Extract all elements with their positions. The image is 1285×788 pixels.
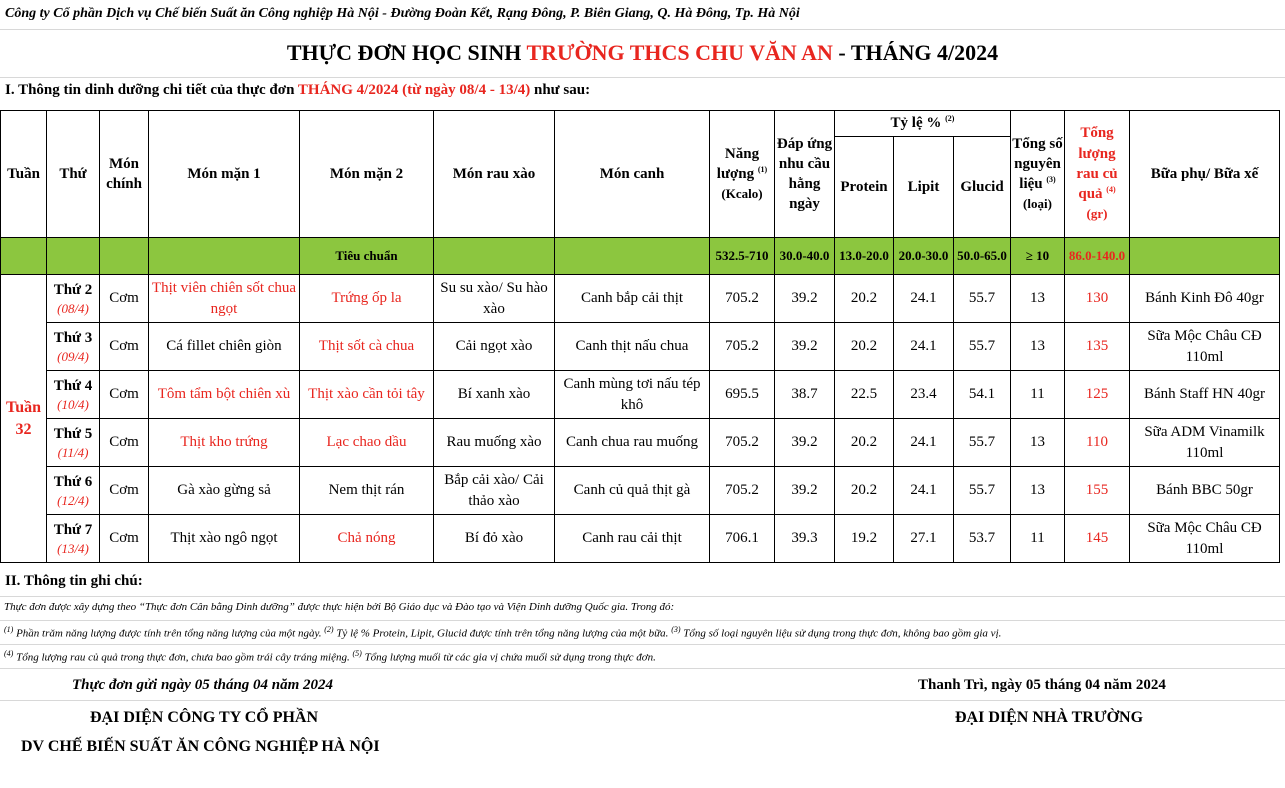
protein-cell: 20.2 xyxy=(835,467,894,515)
daily-needs-cell: 39.2 xyxy=(775,275,835,323)
daily-needs-cell: 39.2 xyxy=(775,467,835,515)
protein-cell: 22.5 xyxy=(835,371,894,419)
vegetable-total-cell: 110 xyxy=(1065,419,1130,467)
day-name: Thứ 6 xyxy=(53,473,93,490)
lipit-cell: 24.1 xyxy=(894,275,954,323)
protein-cell: 20.2 xyxy=(835,419,894,467)
signature-block xyxy=(0,701,1285,788)
standard-ingredients: ≥ 10 xyxy=(1011,238,1065,275)
snack-cell: Sữa Mộc Châu CĐ 110ml xyxy=(1130,515,1280,563)
standard-vegetables: 86.0-140.0 xyxy=(1065,238,1130,275)
ingredient-count-cell: 13 xyxy=(1011,323,1065,371)
day-name: Thứ 3 xyxy=(53,329,93,346)
savory-1-cell: Thịt kho trứng xyxy=(149,419,300,467)
soup-cell: Canh thịt nấu chua xyxy=(555,323,710,371)
savory-1-cell: Thịt xào ngô ngọt xyxy=(149,515,300,563)
stir-fried-veg-cell: Su su xào/ Su hào xào xyxy=(434,275,555,323)
header-day: Thứ xyxy=(47,111,100,238)
company-info: Công ty Cổ phần Dịch vụ Chế biến Suất ăn Công nghiệp Hà Nội - Đường Đoàn Kết, Rạng Đông, P. Biên Giang, Q. Hà Đông, Tp. Hà Nội xyxy=(0,0,1285,30)
savory-1-cell: Gà xào gừng sả xyxy=(149,467,300,515)
soup-cell: Canh củ quả thịt gà xyxy=(555,467,710,515)
section2-heading: II. Thông tin ghi chú: xyxy=(0,570,1285,597)
vegetable-total-cell: 155 xyxy=(1065,467,1130,515)
energy-cell: 705.2 xyxy=(710,467,775,515)
snack-cell: Bánh BBC 50gr xyxy=(1130,467,1280,515)
header-ingredient-count: Tổng số nguyên liệu $^{(3)}$ (loại) xyxy=(1011,111,1065,238)
protein-cell: 20.2 xyxy=(835,275,894,323)
soup-cell: Canh chua rau muống xyxy=(555,419,710,467)
note-line-2: $^{(4)}$ Tổng lượng rau củ quả trong thực đơn, chưa bao gồm trái cây tráng miệng. $^{(5)}$ Tổng lượng muối từ các gia vị chứa muối sử dụng trong thực đơn. xyxy=(0,645,1285,669)
header-savory-2: Món mặn 2 xyxy=(300,111,434,238)
page-title xyxy=(0,30,1285,78)
ingredient-count-cell: 11 xyxy=(1011,515,1065,563)
glucid-cell: 55.7 xyxy=(954,275,1011,323)
standard-energy: 532.5-710 xyxy=(710,238,775,275)
header-week: Tuần xyxy=(1,111,47,238)
company-rep-line-1: ĐẠI DIỆN CÔNG TY CỔ PHẦN xyxy=(90,709,319,726)
savory-2-cell: Thịt xào cần tỏi tây xyxy=(300,371,434,419)
header-ratio: Tỷ lệ % $^{(2)}$ xyxy=(835,111,1011,137)
stir-fried-veg-cell: Bắp cải xào/ Cải thảo xào xyxy=(434,467,555,515)
title-school: TRƯỜNG THCS CHU VĂN AN xyxy=(526,40,833,65)
ingredient-count-cell: 13 xyxy=(1011,419,1065,467)
energy-cell: 705.2 xyxy=(710,419,775,467)
snack-cell: Sữa ADM Vinamilk 110ml xyxy=(1130,419,1280,467)
table-row xyxy=(1,515,1280,563)
savory-2-cell: Lạc chao dầu xyxy=(300,419,434,467)
stir-fried-veg-cell: Bí xanh xào xyxy=(434,371,555,419)
table-row xyxy=(1,419,1280,467)
main-dish-cell: Cơm xyxy=(100,323,149,371)
glucid-cell: 55.7 xyxy=(954,419,1011,467)
energy-cell: 705.2 xyxy=(710,323,775,371)
soup-cell: Canh mùng tơi nấu tép khô xyxy=(555,371,710,419)
standard-lipit: 20.0-30.0 xyxy=(894,238,954,275)
standard-row xyxy=(1,238,1280,275)
sent-date: Thực đơn gửi ngày 05 tháng 04 năm 2024 xyxy=(72,677,334,693)
main-dish-cell: Cơm xyxy=(100,371,149,419)
table-row xyxy=(1,323,1280,371)
glucid-cell: 55.7 xyxy=(954,467,1011,515)
glucid-cell: 53.7 xyxy=(954,515,1011,563)
header-row-1 xyxy=(1,111,1280,137)
savory-1-cell: Cá fillet chiên giòn xyxy=(149,323,300,371)
day-name: Thứ 2 xyxy=(53,281,93,298)
glucid-cell: 55.7 xyxy=(954,323,1011,371)
school-rep: ĐẠI DIỆN NHÀ TRƯỜNG xyxy=(955,709,1144,726)
glucid-cell: 54.1 xyxy=(954,371,1011,419)
header-glucid: Glucid xyxy=(954,137,1011,238)
stir-fried-veg-cell: Rau muống xào xyxy=(434,419,555,467)
table-row xyxy=(1,467,1280,515)
daily-needs-cell: 39.3 xyxy=(775,515,835,563)
day-name: Thứ 5 xyxy=(53,425,93,442)
vegetable-total-cell: 130 xyxy=(1065,275,1130,323)
lipit-cell: 24.1 xyxy=(894,467,954,515)
header-stir-fried-veg: Món rau xào xyxy=(434,111,555,238)
snack-cell: Bánh Staff HN 40gr xyxy=(1130,371,1280,419)
title-part2: - THÁNG 4/2024 xyxy=(832,40,999,65)
day-cell xyxy=(47,275,100,323)
day-date: (13/4) xyxy=(57,540,89,556)
day-name: Thứ 7 xyxy=(53,521,93,538)
menu-table xyxy=(0,110,1280,563)
vegetable-total-cell: 125 xyxy=(1065,371,1130,419)
day-date: (08/4) xyxy=(57,300,89,316)
main-dish-cell: Cơm xyxy=(100,275,149,323)
title-part1: THỰC ĐƠN HỌC SINH xyxy=(286,40,527,65)
savory-2-cell: Trứng ốp la xyxy=(300,275,434,323)
day-date: (10/4) xyxy=(57,396,89,412)
standard-glucid: 50.0-65.0 xyxy=(954,238,1011,275)
energy-cell: 695.5 xyxy=(710,371,775,419)
place-date: Thanh Trì, ngày 05 tháng 04 năm 2024 xyxy=(918,677,1166,693)
daily-needs-cell: 39.2 xyxy=(775,419,835,467)
lipit-cell: 24.1 xyxy=(894,323,954,371)
week-cell: Tuần 32 xyxy=(1,275,47,563)
lipit-cell: 27.1 xyxy=(894,515,954,563)
daily-needs-cell: 38.7 xyxy=(775,371,835,419)
header-protein: Protein xyxy=(835,137,894,238)
snack-cell: Sữa Mộc Châu CĐ 110ml xyxy=(1130,323,1280,371)
stir-fried-veg-cell: Bí đỏ xào xyxy=(434,515,555,563)
standard-label: Tiêu chuẩn xyxy=(300,238,434,275)
header-soup: Món canh xyxy=(555,111,710,238)
table-row xyxy=(1,371,1280,419)
ingredient-count-cell: 11 xyxy=(1011,371,1065,419)
header-vegetable-total: Tổng lượng rau củ quả $^{(4)}$ (gr) xyxy=(1065,111,1130,238)
day-cell xyxy=(47,371,100,419)
soup-cell: Canh bắp cải thịt xyxy=(555,275,710,323)
daily-needs-cell: 39.2 xyxy=(775,323,835,371)
note-intro: Thực đơn được xây dựng theo “Thực đơn Cân bằng Dinh dưỡng” được thực hiện bởi Bộ Giáo dục và Đào tạo và Viện Dinh dưỡng Quốc gia. Trong đó: xyxy=(0,597,1285,621)
vegetable-total-cell: 135 xyxy=(1065,323,1130,371)
energy-cell: 706.1 xyxy=(710,515,775,563)
day-date: (11/4) xyxy=(57,444,89,460)
header-lipit: Lipit xyxy=(894,137,954,238)
energy-cell: 705.2 xyxy=(710,275,775,323)
snack-cell: Bánh Kinh Đô 40gr xyxy=(1130,275,1280,323)
section1-period: THÁNG 4/2024 (từ ngày 08/4 - 13/4) xyxy=(297,82,531,98)
protein-cell: 19.2 xyxy=(835,515,894,563)
day-cell xyxy=(47,515,100,563)
standard-protein: 13.0-20.0 xyxy=(835,238,894,275)
main-dish-cell: Cơm xyxy=(100,515,149,563)
lipit-cell: 24.1 xyxy=(894,419,954,467)
savory-2-cell: Thịt sốt cà chua xyxy=(300,323,434,371)
day-date: (12/4) xyxy=(57,492,89,508)
header-main-dish: Món chính xyxy=(100,111,149,238)
day-cell xyxy=(47,419,100,467)
vegetable-total-cell: 145 xyxy=(1065,515,1130,563)
ingredient-count-cell: 13 xyxy=(1011,275,1065,323)
header-daily-needs: Đáp ứng nhu cầu hằng ngày xyxy=(775,111,835,238)
protein-cell: 20.2 xyxy=(835,323,894,371)
day-name: Thứ 4 xyxy=(53,377,93,394)
ingredient-count-cell: 13 xyxy=(1011,467,1065,515)
section1-heading: I. Thông tin dinh dưỡng chi tiết của thực đơn THÁNG 4/2024 (từ ngày 08/4 - 13/4) như sau: xyxy=(5,82,591,98)
footer-dates xyxy=(0,669,1285,701)
savory-1-cell: Thịt viên chiên sốt chua ngọt xyxy=(149,275,300,323)
standard-daily: 30.0-40.0 xyxy=(775,238,835,275)
savory-1-cell: Tôm tẩm bột chiên xù xyxy=(149,371,300,419)
day-date: (09/4) xyxy=(57,348,89,364)
day-cell xyxy=(47,467,100,515)
header-savory-1: Món mặn 1 xyxy=(149,111,300,238)
table-row xyxy=(1,275,1280,323)
stir-fried-veg-cell: Cải ngọt xào xyxy=(434,323,555,371)
header-energy: Năng lượng $^{(1)}$ (Kcalo) xyxy=(710,111,775,238)
savory-2-cell: Nem thịt rán xyxy=(300,467,434,515)
header-snack: Bữa phụ/ Bữa xế xyxy=(1130,111,1280,238)
main-dish-cell: Cơm xyxy=(100,419,149,467)
soup-cell: Canh rau cải thịt xyxy=(555,515,710,563)
note-line-1: $^{(1)}$ Phần trăm năng lượng được tính trên tổng năng lượng của một ngày. $^{(2)}$ Tỷ lệ % Protein, Lipit, Glucid được tính trên tổng năng lượng của một bữa. $^{(3)}$ Tổng số loại nguyên liệu sử dụng trong thực đơn, không bao gồm gia vị. xyxy=(0,621,1285,645)
savory-2-cell: Chả nóng xyxy=(300,515,434,563)
lipit-cell: 23.4 xyxy=(894,371,954,419)
company-rep-line-2: DV CHẾ BIẾN SUẤT ĂN CÔNG NGHIỆP HÀ NỘI xyxy=(21,738,380,755)
day-cell xyxy=(47,323,100,371)
main-dish-cell: Cơm xyxy=(100,467,149,515)
